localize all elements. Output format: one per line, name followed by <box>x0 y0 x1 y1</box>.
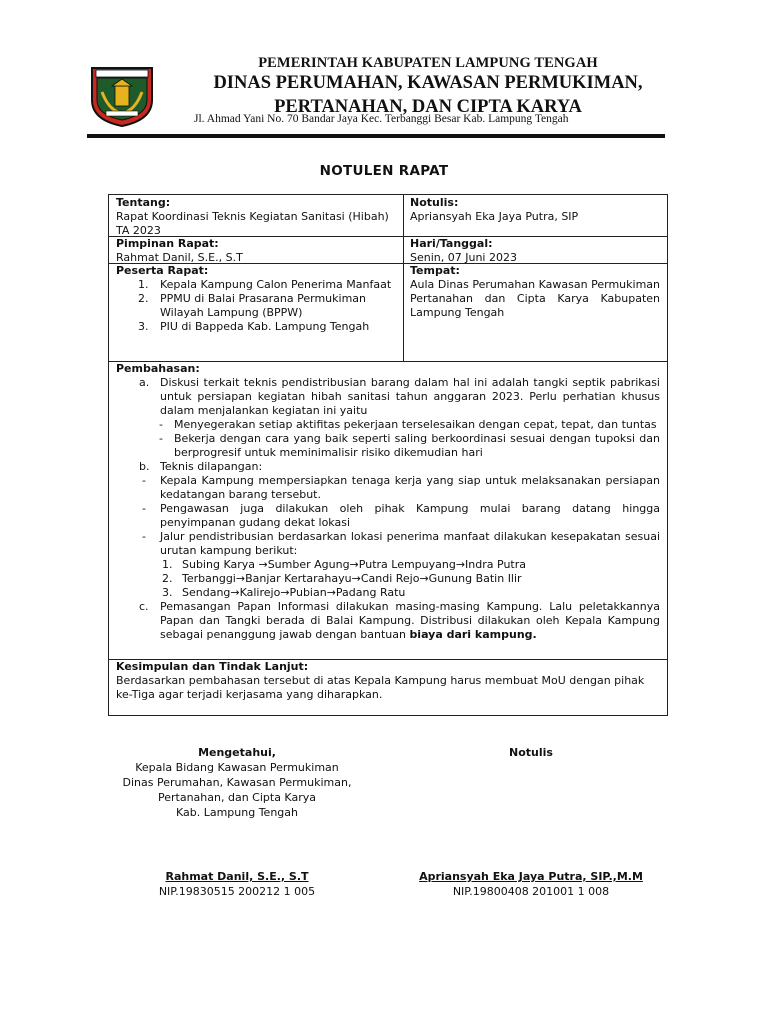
pimpinan-value: Rahmat Danil, S.E., S.T <box>116 251 243 264</box>
point-marker: c. <box>139 600 149 613</box>
list-number: 1. <box>138 278 149 291</box>
route-number: 3. <box>162 586 173 599</box>
government-name: PEMERINTAH KABUPATEN LAMPUNG TENGAH <box>258 55 598 71</box>
route-number: 2. <box>162 572 173 585</box>
signatory-nip: NIP.19830515 200212 1 005 <box>158 885 316 898</box>
list-number: 2. <box>138 292 149 305</box>
dash-marker: - <box>142 474 146 487</box>
kesimpulan-value: Berdasarkan pembahasan tersebut di atas Kepala Kampung harus membuat MoU dengan pihak ke-Tiga agar terjadi kerjasama yang diharapkan. <box>116 674 645 701</box>
pimpinan-cell <box>109 236 403 265</box>
list-text: Bekerja dengan cara yang baik seperti saling berkoordinasi sesuai dengan tupoksi dan berprogresif untuk meminimalisir risiko dikemudian hari <box>174 432 660 459</box>
point-text: Pemasangan Papan Informasi dilakukan masing-masing Kampung. Lalu peletakkannya Papan dan Tangki berada di Balai Kampung. Distribusi dilakukan oleh Kepala Kampung sebagai penanggung jawab dengan bantuan <box>160 600 660 641</box>
route-text: Sendang→Kalirejo→Pubian→Padang Ratu <box>182 586 406 599</box>
letterhead-divider <box>87 134 665 138</box>
agency-name-line2: PERTANAHAN, DAN CIPTA KARYA <box>274 97 582 117</box>
signature-title-line: Dinas Perumahan, Kawasan Permukiman, <box>122 776 352 789</box>
route-item <box>116 572 660 586</box>
dash-marker: - <box>159 432 163 445</box>
list-item <box>116 320 396 334</box>
pembahasan-point-c <box>116 600 660 642</box>
point-marker: b. <box>139 460 150 473</box>
document-title: NOTULEN RAPAT <box>319 163 449 179</box>
point-text-bold: biaya dari kampung. <box>409 628 537 641</box>
signature-title-line: Kab. Lampung Tengah <box>175 806 298 819</box>
pimpinan-label: Pimpinan Rapat: <box>116 237 219 250</box>
signature-heading: Notulis <box>509 746 553 759</box>
kesimpulan-cell <box>109 659 667 702</box>
point-marker: a. <box>139 376 150 389</box>
dash-marker: - <box>159 418 163 431</box>
tempat-value: Aula Dinas Perumahan Kawasan Permukiman Pertanahan dan Cipta Karya Kabupaten Lampung Tengah <box>410 278 660 319</box>
tempat-label: Tempat: <box>410 264 460 277</box>
kesimpulan-label: Kesimpulan dan Tindak Lanjut: <box>116 660 309 673</box>
signature-title-line: Kepala Bidang Kawasan Permukiman <box>135 761 339 774</box>
pembahasan-cell <box>109 361 667 642</box>
pembahasan-point-b <box>116 460 660 474</box>
signature-right <box>400 745 662 760</box>
notulis-label: Notulis: <box>410 196 459 209</box>
dash-marker: - <box>142 530 146 543</box>
point-text: Teknis dilapangan: <box>160 460 263 473</box>
hari-label: Hari/Tanggal: <box>410 237 493 250</box>
signatory-name: Apriansyah Eka Jaya Putra, SIP.,M.M <box>419 870 643 883</box>
list-text: PIU di Bappeda Kab. Lampung Tengah <box>160 320 370 333</box>
dash-marker: - <box>142 502 146 515</box>
list-text: Jalur pendistribusian berdasarkan lokasi penerima manfaat dilakukan kesepakatan sesuai urutan kampung berikut: <box>160 530 660 557</box>
list-item <box>116 292 396 320</box>
list-item <box>116 278 396 292</box>
list-item <box>116 530 660 558</box>
peserta-label: Peserta Rapat: <box>116 264 209 277</box>
signature-right-name-block <box>400 869 662 899</box>
signatory-name: Rahmat Danil, S.E., S.T <box>165 870 309 883</box>
tentang-value: Rapat Koordinasi Teknis Kegiatan Sanitasi (Hibah) TA 2023 <box>116 210 389 237</box>
list-text: Pengawasan juga dilakukan oleh pihak Kampung mulai barang datang hingga penyimpanan gudang dekat lokasi <box>160 502 660 529</box>
list-item <box>116 418 660 432</box>
signatory-nip: NIP.19800408 201001 1 008 <box>452 885 610 898</box>
signature-title-line: Pertanahan, dan Cipta Karya <box>158 791 316 804</box>
route-item <box>116 558 660 572</box>
route-text: Terbanggi→Banjar Kertarahayu→Candi Rejo→Gunung Batin Ilir <box>182 572 522 585</box>
list-text: Kepala Kampung mempersiapkan tenaga kerja yang siap untuk melaksanakan persiapan kedatangan barang tersebut. <box>160 474 660 501</box>
list-item <box>116 474 660 502</box>
route-text: Subing Karya →Sumber Agung→Putra Lempuyang→Indra Putra <box>182 558 527 571</box>
list-number: 3. <box>138 320 149 333</box>
list-text: PPMU di Balai Prasarana Permukiman Wilayah Lampung (BPPW) <box>160 292 367 319</box>
route-number: 1. <box>162 558 173 571</box>
tentang-cell <box>109 195 403 238</box>
letterhead <box>168 55 688 118</box>
route-item <box>116 586 660 600</box>
agency-address: Jl. Ahmad Yani No. 70 Bandar Jaya Kec. Terbanggi Besar Kab. Lampung Tengah <box>194 113 569 125</box>
pembahasan-point-a <box>116 376 660 418</box>
hari-cell <box>403 236 667 265</box>
list-text: Menyegerakan setiap aktifitas pekerjaan terselesaikan dengan cepat, tepat, dan tuntas <box>174 418 657 431</box>
agency-name-line1: DINAS PERUMAHAN, KAWASAN PERMUKIMAN, <box>213 73 643 93</box>
regency-emblem-logo <box>88 64 156 128</box>
signature-left-name-block <box>106 869 368 899</box>
notulis-cell <box>403 195 667 224</box>
minutes-table <box>108 194 668 716</box>
peserta-cell <box>109 263 403 334</box>
point-text: Diskusi terkait teknis pendistribusian barang dalam hal ini adalah tangki septik pabrikasi untuk persiapan kegiatan hibah sanitasi tahun anggaran 2023. Perlu perhatian khusus dalam menjalankan kegiatan ini yaitu <box>160 376 660 417</box>
notulis-value: Apriansyah Eka Jaya Putra, SIP <box>410 210 579 223</box>
list-text: Kepala Kampung Calon Penerima Manfaat <box>160 278 392 291</box>
hari-value: Senin, 07 Juni 2023 <box>410 251 517 264</box>
list-item <box>116 432 660 460</box>
tempat-cell <box>403 263 667 320</box>
list-item <box>116 502 660 530</box>
tentang-label: Tentang: <box>116 196 171 209</box>
signature-left <box>106 745 368 820</box>
signature-heading: Mengetahui, <box>198 746 276 759</box>
pembahasan-label: Pembahasan: <box>116 362 200 375</box>
